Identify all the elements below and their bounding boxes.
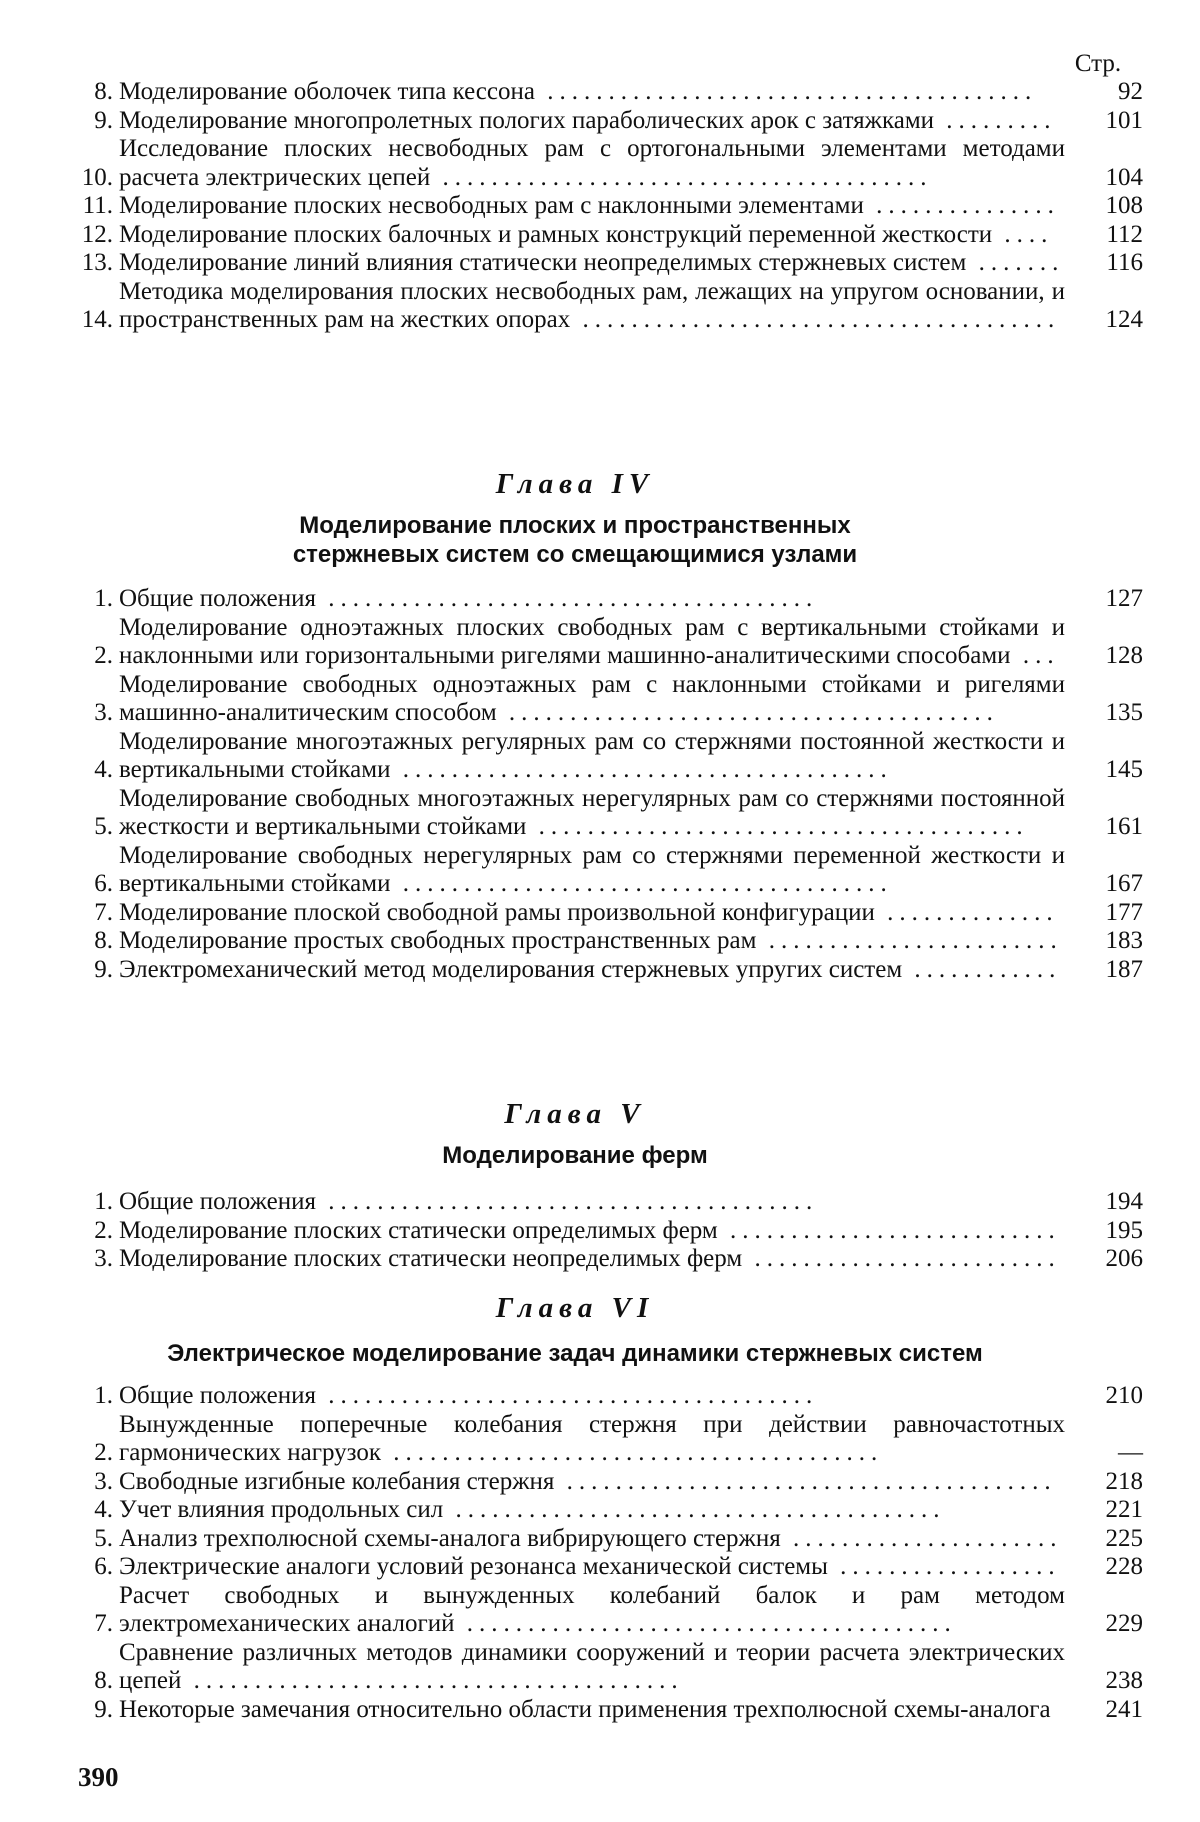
toc-entry-text-wrap — [119, 1525, 1079, 1554]
toc-entry-page: 112 — [1106, 220, 1143, 248]
toc-entry — [75, 728, 1145, 785]
toc-entry-number: 12. — [81, 220, 113, 248]
toc-entry-text-wrap — [119, 842, 1079, 899]
toc-entry-page: 127 — [1105, 585, 1143, 612]
toc-entry-text-wrap — [119, 249, 1079, 278]
dot-leader: ........................................ — [454, 1610, 957, 1637]
toc-entry-text-wrap — [119, 1411, 1079, 1468]
toc-entry-title: Вынужденные поперечные колебания стержня при действии равночастотных гармонических нагрузок — [119, 1410, 1065, 1466]
toc-entry-text-wrap — [119, 107, 1079, 136]
dot-leader: ........................................ — [390, 870, 893, 897]
toc-entry-text-wrap — [119, 956, 1079, 985]
toc-entry-number: 13. — [81, 249, 113, 276]
chapter-subtitle: Моделирование плоских и пространственных стержневых систем со смещающимися узлами — [292, 512, 858, 568]
toc-entry-number: 7. — [94, 1610, 113, 1637]
toc-entry-text-wrap — [119, 1496, 1079, 1525]
toc-entry-number: 4. — [94, 1496, 113, 1523]
toc-entry-number: 10. — [81, 163, 113, 191]
toc-entry-number: 3. — [94, 1467, 113, 1495]
toc-entry-number: 1. — [94, 1382, 113, 1409]
toc-entry-number: 8. — [94, 78, 113, 105]
dot-leader: ............ — [902, 955, 1062, 983]
dot-leader: ........................................ — [390, 756, 893, 783]
dot-leader: .................. — [827, 1553, 1061, 1580]
toc-entry-title: Моделирование свободных одноэтажных рам с наклонными стойками и ригелями машинно-аналитическим способом — [119, 670, 1065, 726]
toc-entry-page: — — [1118, 1439, 1143, 1466]
toc-entry-number: 9. — [94, 955, 113, 983]
toc-entry — [75, 614, 1145, 671]
toc-entry-title: Электромеханический метод моделирования стержневых упругих систем — [119, 955, 903, 983]
toc-entry-page: 228 — [1105, 1553, 1143, 1580]
toc-entry-page: 108 — [1105, 192, 1143, 219]
toc-entry-page: 218 — [1105, 1467, 1143, 1495]
page-column-header: Стр. — [1074, 50, 1122, 77]
toc-entry-title: Общие положения — [119, 1382, 316, 1409]
toc-entry — [75, 1639, 1145, 1696]
dot-leader: ........................................ — [430, 163, 933, 191]
toc-entry-title: Учет влияния продольных сил — [119, 1496, 444, 1523]
chapter-title: Глава V — [504, 1098, 646, 1130]
toc-entry-number: 3. — [94, 1245, 113, 1272]
toc-entry-page: 116 — [1106, 249, 1143, 276]
toc-entry-text-wrap — [119, 221, 1079, 250]
toc-entry-text-wrap — [119, 728, 1079, 785]
toc-entry-title: Электрические аналоги условий резонанса механической системы — [119, 1553, 828, 1580]
toc-entry-page: 135 — [1105, 699, 1143, 726]
toc-entry-page: 238 — [1105, 1667, 1143, 1694]
dot-leader: ........................................ — [315, 1382, 819, 1409]
toc-entry-text-wrap — [119, 1582, 1079, 1639]
toc-entry-page: 128 — [1105, 642, 1143, 669]
toc-entry — [75, 192, 1145, 221]
toc-entry-number: 1. — [94, 1188, 113, 1215]
toc-entry — [75, 1411, 1145, 1468]
toc-entry-number: 7. — [94, 898, 113, 926]
toc-entry-title: Моделирование простых свободных пространственных рам — [119, 927, 757, 954]
toc-entry-page: 195 — [1105, 1216, 1143, 1244]
toc-entry-number: 11. — [82, 192, 113, 219]
toc-entry — [75, 278, 1145, 335]
toc-entry-page: 194 — [1105, 1188, 1143, 1215]
toc-entry-title: Исследование плоских несвободных рам с ортогональными элементами методами расчета электрических цепей — [119, 135, 1065, 191]
toc-entry-title: Моделирование линий влияния статически неопределимых стержневых систем — [119, 249, 967, 276]
toc-entry-text-wrap — [119, 278, 1079, 335]
dot-leader: ........................................ — [315, 1188, 819, 1215]
toc-entry — [75, 1496, 1145, 1525]
dot-leader: ........................................ — [381, 1439, 884, 1466]
toc-entry-title: Моделирование плоских несвободных рам с наклонными элементами — [119, 192, 864, 219]
toc-entry-text-wrap — [119, 78, 1079, 107]
intro-entries — [75, 78, 1145, 335]
toc-entry-number: 9. — [94, 1695, 113, 1723]
chapter-title: Глава IV — [495, 468, 655, 500]
dot-leader: ....... — [966, 249, 1065, 276]
toc-entry — [75, 221, 1145, 250]
toc-entry-title: Некоторые замечания относительно области применения трехполюсной схемы-аналога — [119, 1695, 1051, 1723]
toc-entry-number: 4. — [94, 756, 113, 783]
page-number: 390 — [78, 1762, 119, 1792]
chapter-4 — [75, 468, 1145, 984]
dot-leader: ........................................ — [315, 585, 819, 612]
dot-leader: ........................................ — [496, 699, 999, 726]
toc-entry-text-wrap — [119, 1639, 1079, 1696]
chapter-entries — [75, 585, 1145, 984]
toc-entry — [75, 1188, 1145, 1217]
dot-leader: .............. — [874, 898, 1059, 926]
toc-entry-text-wrap — [119, 135, 1079, 192]
toc-entry-page: 221 — [1105, 1496, 1143, 1523]
toc-entry-page: 161 — [1105, 813, 1143, 840]
toc-entry-number: 5. — [94, 813, 113, 840]
toc-entry-page: 167 — [1105, 870, 1143, 897]
toc-entry-page: 241 — [1105, 1695, 1143, 1723]
toc-entry-number: 1. — [94, 585, 113, 612]
dot-leader: ... — [1010, 642, 1060, 669]
toc-entry — [75, 1696, 1145, 1725]
toc-entry — [75, 1468, 1145, 1497]
chapter-subtitle: Моделирование ферм — [442, 1142, 708, 1169]
toc-entry-title: Анализ трехполюсной схемы-аналога вибрирующего стержня — [119, 1524, 781, 1552]
chapter-entries — [75, 1382, 1145, 1724]
toc-entry — [75, 785, 1145, 842]
toc-entry-page: 206 — [1105, 1245, 1143, 1272]
toc-entry-text-wrap — [119, 614, 1079, 671]
dot-leader: ........................ — [756, 927, 1063, 954]
toc-entry — [75, 1217, 1145, 1246]
toc-entry-number: 6. — [94, 870, 113, 897]
toc-entry-text-wrap — [119, 1245, 1079, 1274]
toc-entry-page: 92 — [1118, 78, 1143, 105]
toc-entry-page: 104 — [1105, 163, 1143, 191]
toc-entry — [75, 1245, 1145, 1274]
toc-entry — [75, 1553, 1145, 1582]
toc-entry-page: 183 — [1105, 927, 1143, 954]
toc-entry-text-wrap — [119, 927, 1079, 956]
chapter-5 — [75, 1098, 1145, 1274]
toc-entry — [75, 671, 1145, 728]
chapter-subtitle: Электрическое моделирование задач динамики стержневых систем — [167, 1340, 983, 1367]
toc-entry — [75, 78, 1145, 107]
toc-entry — [75, 1382, 1145, 1411]
dot-leader: ......... — [934, 106, 1057, 134]
chapter-entries — [75, 1188, 1145, 1274]
toc-entry — [75, 107, 1145, 136]
toc-entry-number: 3. — [94, 699, 113, 726]
toc-entry — [75, 1582, 1145, 1639]
dot-leader: ........................................ — [534, 78, 1038, 105]
toc-entry-title: Моделирование свободных нерегулярных рам со стержнями переменной жесткости и вертикальными стойками — [119, 841, 1065, 897]
toc-entry-number: 14. — [81, 306, 113, 333]
toc-entry-text-wrap — [119, 1553, 1079, 1582]
dot-leader: ........................................ — [443, 1496, 946, 1523]
toc-entry — [75, 249, 1145, 278]
toc-entry-title: Свободные изгибные колебания стержня — [119, 1467, 555, 1495]
toc-entry-title: Моделирование плоских статически неопределимых ферм — [119, 1245, 743, 1272]
toc-entry-title: Общие положения — [119, 1188, 316, 1215]
dot-leader: ........................................ — [526, 813, 1029, 840]
toc-entry-text-wrap — [119, 585, 1079, 614]
toc-entry — [75, 1525, 1145, 1554]
toc-entry-text-wrap — [119, 1217, 1079, 1246]
chapter-6 — [75, 1292, 1145, 1724]
chapter-title: Глава VI — [495, 1292, 655, 1324]
toc-entry-number: 9. — [94, 106, 113, 134]
toc-entry-title: Моделирование оболочек типа кессона — [119, 78, 535, 105]
toc-entry-page: 229 — [1105, 1610, 1143, 1637]
dot-leader: ........................... — [717, 1216, 1061, 1244]
toc-entry-page: 124 — [1105, 306, 1143, 333]
toc-entry-text-wrap — [119, 1468, 1079, 1497]
toc-entry-number: 2. — [94, 1216, 113, 1244]
toc-entry-title: Методика моделирования плоских несвободных рам, лежащих на упругом основании, и пространственных рам на жестких опорах — [119, 277, 1065, 333]
toc-entry — [75, 842, 1145, 899]
toc-entry-title: Моделирование плоских статически определимых ферм — [119, 1216, 718, 1244]
dot-leader: ....................................... — [570, 306, 1061, 333]
toc-entry-title: Моделирование плоских балочных и рамных конструкций переменной жесткости — [119, 220, 993, 248]
toc-entry — [75, 927, 1145, 956]
toc-entry-text-wrap — [119, 1382, 1079, 1411]
toc-entry-number: 6. — [94, 1553, 113, 1580]
toc-entry-page: 225 — [1105, 1524, 1143, 1552]
toc-entry-title: Моделирование одноэтажных плоских свободных рам с вертикальными стойками и наклонными или горизонтальными ригелями машинно-аналитическими способами — [119, 613, 1065, 669]
dot-leader: ......................... — [742, 1245, 1061, 1272]
toc-entry-page: 187 — [1105, 955, 1143, 983]
toc-entry-number: 2. — [94, 642, 113, 669]
dot-leader: ........................................ — [181, 1667, 684, 1694]
toc-entry-text-wrap — [119, 899, 1079, 928]
toc-entry — [75, 956, 1145, 985]
toc-entry-text-wrap — [119, 1696, 1079, 1725]
toc-entry-title: Моделирование плоской свободной рамы произвольной конфигурации — [119, 898, 875, 926]
toc-entry-number: 8. — [94, 927, 113, 954]
dot-leader: ............... — [863, 192, 1060, 219]
dot-leader: ........................................ — [554, 1467, 1057, 1495]
toc-entry-text-wrap — [119, 785, 1079, 842]
toc-entry-page: 210 — [1105, 1382, 1143, 1409]
toc-entry-title: Моделирование многопролетных пологих параболических арок с затяжками — [119, 106, 935, 134]
toc-entry-title: Моделирование многоэтажных регулярных рам со стержнями постоянной жесткости и вертикальными стойками — [119, 727, 1065, 783]
toc-entry-title: Расчет свободных и вынужденных колебаний балок и рам методом электромеханических аналогий — [119, 1581, 1065, 1637]
toc-entry-number: 5. — [94, 1524, 113, 1552]
dot-leader: ...................... — [780, 1524, 1063, 1552]
toc-entry-title: Моделирование свободных многоэтажных нерегулярных рам со стержнями постоянной жесткости и вертикальными стойками — [119, 784, 1065, 840]
toc-entry-text-wrap — [119, 1188, 1079, 1217]
toc-entry — [75, 135, 1145, 192]
toc-entry-number: 8. — [94, 1667, 113, 1694]
toc-entry-text-wrap — [119, 192, 1079, 221]
toc-entry-page: 145 — [1105, 756, 1143, 783]
toc-entry-title: Общие положения — [119, 585, 316, 612]
dot-leader: .... — [992, 220, 1054, 248]
toc-entry-text-wrap — [119, 671, 1079, 728]
toc-entry-number: 2. — [94, 1439, 113, 1466]
toc-entry-page: 101 — [1105, 106, 1143, 134]
toc-entry-title: Сравнение различных методов динамики сооружений и теории расчета электрических цепей — [119, 1638, 1065, 1694]
toc-entry — [75, 585, 1145, 614]
toc-entry-page: 177 — [1105, 898, 1143, 926]
toc-entry — [75, 899, 1145, 928]
